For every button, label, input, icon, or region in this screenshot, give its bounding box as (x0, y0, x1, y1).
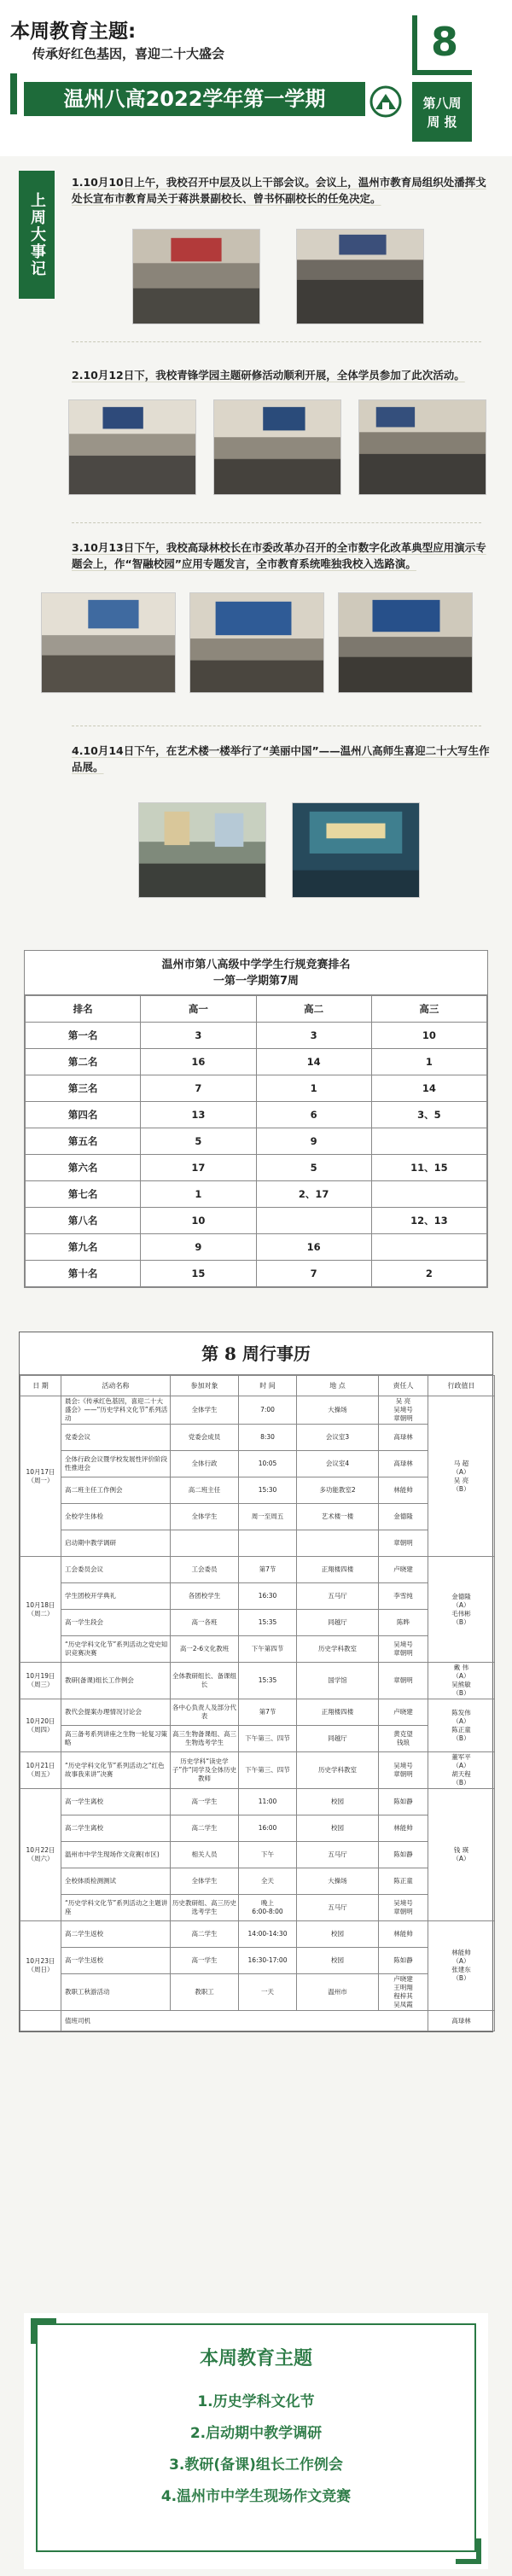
ranking-cell: 第九名 (26, 1234, 141, 1261)
calendar-cell: 全体学生 (171, 1504, 239, 1530)
calendar-cell: 教研(备课)组长工作例会 (61, 1663, 171, 1699)
theme-subtitle: 传承好红色基因，喜迎二十大盛会 (32, 46, 225, 61)
event-photo (338, 592, 473, 693)
event-photo (358, 399, 486, 495)
event-4 (72, 743, 490, 775)
calendar-cell: 学生团校开学典礼 (61, 1583, 171, 1610)
calendar-cell: 高一2-6文化教班 (171, 1636, 239, 1663)
calendar-cell: 高二学生返校 (61, 1921, 171, 1948)
calendar-duty-cell: 马 超 （A） 吴 亮 （B） (428, 1396, 495, 1557)
calendar-cell: 全体学生 (171, 1396, 239, 1425)
calendar-cell: 15:35 (239, 1663, 297, 1699)
calendar-cell: 高二学生离校 (61, 1815, 171, 1842)
calendar-cell: 温州市 (297, 1974, 379, 2011)
calendar-cell: 林能帅 (379, 1815, 428, 1842)
event-1 (72, 174, 490, 207)
calendar-cell: 章朝明 (379, 1663, 428, 1699)
calendar-cell: 吴境号 章朝明 (379, 1752, 428, 1789)
calendar-row (20, 1425, 495, 1451)
footer-title: 本周教育主题 (199, 2348, 312, 2369)
calendar-footer-label: 值班司机 (61, 2011, 428, 2031)
calendar-cell: 会议室3 (297, 1425, 379, 1451)
ranking-cell: 13 (141, 1102, 256, 1128)
event-text: 3.10月13日下午，我校高琭林校长在市委改革办召开的全市数字化改革典型应用演示专题会上，作“智融校园”应用专题发言，全市教育系统唯独我校入选路演。 (72, 541, 486, 570)
footer-theme (24, 2313, 488, 2569)
ranking-cell: 6 (256, 1102, 371, 1128)
calendar-date-cell: 10月19日 （周三） (20, 1663, 61, 1699)
calendar-cell: 五马厅 (297, 1842, 379, 1868)
calendar-cell: 高一学生段会 (61, 1610, 171, 1636)
calendar-header-cell: 参加对象 (171, 1376, 239, 1396)
ranking-header-cell: 高一 (141, 996, 256, 1023)
calendar-cell: 艺术楼一楼 (297, 1504, 379, 1530)
calendar-cell: 全校体质检测测试 (61, 1868, 171, 1895)
calendar-cell: 工会委员会议 (61, 1557, 171, 1583)
calendar-cell: 全天 (239, 1868, 297, 1895)
calendar-cell: 14:00-14:30 (239, 1921, 297, 1948)
ranking-header-row (26, 996, 487, 1023)
ranking-row (26, 1208, 487, 1234)
ranking-row (26, 1155, 487, 1181)
ranking-cell: 7 (141, 1075, 256, 1102)
calendar-row (20, 1726, 495, 1752)
event-photo (132, 229, 260, 324)
calendar-row (20, 1451, 495, 1477)
calendar-cell: 林能帅 (379, 1477, 428, 1504)
calendar-cell: 15:35 (239, 1610, 297, 1636)
ranking-cell: 第四名 (26, 1102, 141, 1128)
calendar-cell: “历史学科文化节”系列活动之主题讲座 (61, 1895, 171, 1921)
calendar-cell: 五马厅 (297, 1583, 379, 1610)
ranking-cell: 12、13 (371, 1208, 486, 1234)
calendar-cell: 陈晔 (379, 1610, 428, 1636)
calendar-cell: 吴境号 章朝明 (379, 1895, 428, 1921)
calendar-cell: 大操场 (297, 1396, 379, 1425)
calendar-cell: 高一学生 (171, 1948, 239, 1974)
calendar-header-cell: 活动名称 (61, 1376, 171, 1396)
calendar-cell: 校园 (297, 1921, 379, 1948)
divider (72, 522, 481, 523)
ranking-cell: 2 (371, 1261, 486, 1287)
ranking-cell (371, 1128, 486, 1155)
ranking-cell: 第八名 (26, 1208, 141, 1234)
event-photo (292, 802, 420, 898)
ranking-row (26, 1261, 487, 1287)
event-3 (72, 539, 490, 572)
calendar-footer-row (20, 2011, 495, 2031)
footer-list (24, 2387, 488, 2513)
footer-item: 3.教研(备课)组长工作例会 (169, 2457, 343, 2474)
calendar-row (20, 1699, 495, 1726)
calendar-cell: 第7节 (239, 1557, 297, 1583)
issue-label (412, 82, 472, 142)
ranking-cell: 5 (141, 1128, 256, 1155)
ranking-row (26, 1023, 487, 1049)
ranking-cell: 16 (141, 1049, 256, 1075)
ranking-cell: 14 (256, 1049, 371, 1075)
ranking-cell: 1 (141, 1181, 256, 1208)
header (0, 0, 512, 156)
theme-title: 本周教育主题: (10, 20, 137, 43)
calendar-cell: 16:30-17:00 (239, 1948, 297, 1974)
ranking-cell: 16 (256, 1234, 371, 1261)
calendar-cell: 周一至周五 (239, 1504, 297, 1530)
ranking-cell: 第五名 (26, 1128, 141, 1155)
calendar-cell: 会议室4 (297, 1451, 379, 1477)
calendar-cell: 工会委员 (171, 1557, 239, 1583)
calendar-cell: 全体学生 (171, 1868, 239, 1895)
calendar-cell: 正翔楼四楼 (297, 1557, 379, 1583)
calendar-row (20, 1752, 495, 1789)
calendar-cell: 吴 亮 吴境号 章朝明 (379, 1396, 428, 1425)
calendar-header-cell: 地 点 (297, 1376, 379, 1396)
calendar-cell: 卢晓建 (379, 1699, 428, 1726)
calendar-row (20, 1477, 495, 1504)
ranking-cell: 3 (256, 1023, 371, 1049)
calendar-cell: 正翔楼四楼 (297, 1699, 379, 1726)
calendar-title: 第 8 周行事历 (20, 1332, 492, 1375)
calendar-header-cell: 责任人 (379, 1376, 428, 1396)
calendar-cell: 卢晓建 (379, 1557, 428, 1583)
calendar-cell: 晨会:《传承红色基因，喜迎二十大盛会》——“历史学科文化节”系列活动 (61, 1396, 171, 1425)
calendar-cell (297, 1530, 379, 1557)
ranking-cell: 第七名 (26, 1181, 141, 1208)
ranking-row (26, 1102, 487, 1128)
calendar-cell: 历史教研组、高三历史选考学生 (171, 1895, 239, 1921)
calendar-cell: 党委会成员 (171, 1425, 239, 1451)
frame-corner (31, 2318, 36, 2344)
ranking-table (24, 950, 488, 1288)
calendar-cell: 校园 (297, 1815, 379, 1842)
calendar-row (20, 1663, 495, 1699)
calendar-cell: 高二学生 (171, 1921, 239, 1948)
calendar-cell: 16:30 (239, 1583, 297, 1610)
calendar-cell: 陈正童 (379, 1868, 428, 1895)
ranking-cell: 11、15 (371, 1155, 486, 1181)
ranking-cell: 1 (256, 1075, 371, 1102)
frame-corner (476, 2538, 481, 2564)
footer-item: 4.温州市中学生现场作文竞赛 (160, 2488, 352, 2505)
event-photo (296, 229, 424, 324)
calendar-row (20, 1974, 495, 2011)
divider (72, 341, 481, 342)
calendar-cell: “历史学科文化节”系列活动之党史知识竞赛决赛 (61, 1636, 171, 1663)
calendar-cell (239, 1530, 297, 1557)
ranking-cell: 第一名 (26, 1023, 141, 1049)
calendar-row (20, 1636, 495, 1663)
ranking-header-cell: 高三 (371, 996, 486, 1023)
footer-item: 2.启动期中教学调研 (189, 2425, 323, 2442)
banner-accent (10, 73, 17, 114)
section-label: 上周大事记 (19, 171, 55, 299)
calendar-cell: 下午 (239, 1842, 297, 1868)
calendar-cell: 温州市中学生现场作文竞赛(市区) (61, 1842, 171, 1868)
calendar-cell: 8:30 (239, 1425, 297, 1451)
calendar-cell: 大操场 (297, 1868, 379, 1895)
ranking-header-cell: 高二 (256, 996, 371, 1023)
calendar-cell: 陈如静 (379, 1842, 428, 1868)
issue-label-report: 周 报 (427, 114, 457, 130)
ranking-cell: 第三名 (26, 1075, 141, 1102)
ranking-cell: 2、17 (256, 1181, 371, 1208)
calendar-date-cell: 10月23日 （周日） (20, 1921, 61, 2011)
calendar-cell: 卢晓建 王明翔 程梓其 吴凤霞 (379, 1974, 428, 2011)
calendar-cell: 章朝明 (379, 1530, 428, 1557)
calendar-cell: 教代会提案办理情况讨论会 (61, 1699, 171, 1726)
ranking-row (26, 1181, 487, 1208)
event-2 (72, 367, 490, 383)
calendar-date-cell: 10月18日 （周二） (20, 1557, 61, 1663)
calendar-cell: 林能帅 (379, 1921, 428, 1948)
calendar-duty-cell: 董军平 （A） 胡天程 （B） (428, 1752, 495, 1789)
calendar-cell: 同越厅 (297, 1610, 379, 1636)
ranking-title-line: 一第一学期第7周 (212, 975, 300, 988)
calendar-duty-cell: 钱 瑛 （A） (428, 1789, 495, 1921)
ranking-title-line: 温州市第八高级中学学生行规竞赛排名 (161, 959, 351, 971)
issue-label-week: 第八周 (422, 96, 462, 111)
calendar-cell: 下午第四节 (239, 1636, 297, 1663)
calendar-cell: 五马厅 (297, 1895, 379, 1921)
calendar-cell: 7:00 (239, 1396, 297, 1425)
calendar-cell: 第7节 (239, 1699, 297, 1726)
event-text: 4.10月14日下午，在艺术楼一楼举行了“美丽中国”——温州八高师生喜迎二十大写生作品展。 (72, 744, 490, 773)
calendar-row (20, 1396, 495, 1425)
ranking-title (25, 951, 487, 995)
calendar-cell: 全体行政 (171, 1451, 239, 1477)
calendar-cell: 晚上 6:00-8:00 (239, 1895, 297, 1921)
calendar-cell: 党委会议 (61, 1425, 171, 1451)
calendar-cell: 相关人员 (171, 1842, 239, 1868)
ranking-cell: 10 (371, 1023, 486, 1049)
calendar-cell (171, 1530, 239, 1557)
calendar-cell: 16:00 (239, 1815, 297, 1842)
banner-title: 温州八高2022学年第一学期 (24, 82, 365, 116)
calendar-cell: 陈如静 (379, 1789, 428, 1815)
calendar-cell: 高二学生 (171, 1815, 239, 1842)
ranking-cell: 14 (371, 1075, 486, 1102)
calendar-cell: 全校学生体检 (61, 1504, 171, 1530)
weekly-calendar (19, 1332, 493, 2032)
event-text: 1.10月10日上午，我校召开中层及以上干部会议。会议上，温州市教育局组织处潘挥戈处长宣布市教育局关于蒋洪景副校长、曾书怀副校长的任免决定。 (72, 176, 486, 205)
calendar-cell: 15:30 (239, 1477, 297, 1504)
ranking-cell: 1 (371, 1049, 486, 1075)
calendar-row (20, 1557, 495, 1583)
ranking-cell: 3 (141, 1023, 256, 1049)
calendar-cell: 高三生物备课组、高三生物选考学生 (171, 1726, 239, 1752)
calendar-cell: 吴境号 章朝明 (379, 1636, 428, 1663)
ranking-cell: 7 (256, 1261, 371, 1287)
calendar-cell: 高琭林 (379, 1425, 428, 1451)
ranking-cell: 第十名 (26, 1261, 141, 1287)
calendar-date-cell: 10月20日 （周四） (20, 1699, 61, 1752)
calendar-row (20, 1504, 495, 1530)
calendar-cell: 历史学科“读史学子”作“同学及全体历史教师 (171, 1752, 239, 1789)
event-photo (213, 399, 341, 495)
issue-number: 8 (412, 15, 472, 75)
event-photo (138, 802, 266, 898)
calendar-cell: 高一学生返校 (61, 1948, 171, 1974)
calendar-cell: 同越厅 (297, 1726, 379, 1752)
calendar-cell: 启动期中教学调研 (61, 1530, 171, 1557)
ranking-cell: 15 (141, 1261, 256, 1287)
ranking-cell: 3、5 (371, 1102, 486, 1128)
calendar-cell: 国学馆 (297, 1663, 379, 1699)
calendar-duty-cell: 金德隆 （A） 毛伟彬 （B） (428, 1557, 495, 1663)
ranking-row (26, 1049, 487, 1075)
ranking-cell: 9 (256, 1128, 371, 1155)
ranking-row (26, 1234, 487, 1261)
calendar-cell: 校园 (297, 1948, 379, 1974)
school-logo-icon (365, 85, 406, 118)
event-photo (189, 592, 324, 693)
calendar-cell: 高一学生离校 (61, 1789, 171, 1815)
calendar-cell: “历史学科文化节”系列活动之“红色故事我来讲”决赛 (61, 1752, 171, 1789)
calendar-cell: 历史学科教室 (297, 1636, 379, 1663)
calendar-cell: 全体教研组长、备课组长 (171, 1663, 239, 1699)
calendar-cell: 10:05 (239, 1451, 297, 1477)
calendar-cell: 高二班主任 (171, 1477, 239, 1504)
calendar-cell: 各中心负责人及部分代表 (171, 1699, 239, 1726)
ranking-header-cell: 排名 (26, 996, 141, 1023)
calendar-date-cell: 10月21日 （周五） (20, 1752, 61, 1789)
ranking-cell (371, 1181, 486, 1208)
ranking-cell: 第六名 (26, 1155, 141, 1181)
calendar-cell: 高一学生 (171, 1789, 239, 1815)
calendar-footer-value: 高琭林 (428, 2011, 495, 2031)
calendar-cell: 金德隆 (379, 1504, 428, 1530)
calendar-cell: 陈如静 (379, 1948, 428, 1974)
calendar-cell: 高三备考系列讲座之生物一轮复习策略 (61, 1726, 171, 1752)
footer-item: 1.历史学科文化节 (197, 2393, 315, 2410)
ranking-row (26, 1128, 487, 1155)
calendar-duty-cell: 戴 伟 （A） 吴熊敏 （B） (428, 1663, 495, 1699)
ranking-cell: 5 (256, 1155, 371, 1181)
calendar-duty-cell: 林能帅 （A） 张建东 （B） (428, 1921, 495, 2011)
calendar-cell: 各团校学生 (171, 1583, 239, 1610)
ranking-cell (371, 1234, 486, 1261)
calendar-cell: 高二班主任工作例会 (61, 1477, 171, 1504)
calendar-row (20, 1868, 495, 1895)
calendar-cell: 高琭林 (379, 1451, 428, 1477)
ranking-cell: 10 (141, 1208, 256, 1234)
calendar-cell: 多功能教室2 (297, 1477, 379, 1504)
calendar-row (20, 1610, 495, 1636)
ranking-cell: 17 (141, 1155, 256, 1181)
calendar-cell: 11:00 (239, 1789, 297, 1815)
calendar-cell: 下午第三、四节 (239, 1752, 297, 1789)
calendar-row (20, 1583, 495, 1610)
calendar-cell: 下午第三、四节 (239, 1726, 297, 1752)
calendar-cell: 校园 (297, 1789, 379, 1815)
event-photo (68, 399, 196, 495)
calendar-header-cell: 日 期 (20, 1376, 61, 1396)
calendar-cell: 李雪纯 (379, 1583, 428, 1610)
ranking-cell: 9 (141, 1234, 256, 1261)
calendar-row (20, 1948, 495, 1974)
ranking-cell: 第二名 (26, 1049, 141, 1075)
calendar-row (20, 1815, 495, 1842)
calendar-date-cell: 10月22日 （周六） (20, 1789, 61, 1921)
calendar-cell: 教职工 (171, 1974, 239, 2011)
ranking-row (26, 1075, 487, 1102)
calendar-cell: 教职工秋游活动 (61, 1974, 171, 2011)
ranking-cell (256, 1208, 371, 1234)
calendar-duty-cell: 陈发伟 （A） 陈正童 （B） (428, 1699, 495, 1752)
event-photo (41, 592, 176, 693)
calendar-cell: 全体行政会议暨学校发展性评价阶段性推进会 (61, 1451, 171, 1477)
calendar-cell: 黄克望 钱琅 (379, 1726, 428, 1752)
calendar-row (20, 1842, 495, 1868)
calendar-cell: 高一各班 (171, 1610, 239, 1636)
calendar-date-cell: 10月17日 （周一） (20, 1396, 61, 1557)
calendar-header-row (20, 1376, 495, 1396)
event-text: 2.10月12日下，我校青锋学园主题研修活动顺利开展，全体学员参加了此次活动。 (72, 369, 465, 382)
calendar-header-cell: 时 间 (239, 1376, 297, 1396)
calendar-row (20, 1789, 495, 1815)
calendar-row (20, 1921, 495, 1948)
calendar-row (20, 1895, 495, 1921)
calendar-cell: 一天 (239, 1974, 297, 2011)
calendar-cell: 历史学科教室 (297, 1752, 379, 1789)
calendar-row (20, 1530, 495, 1557)
calendar-header-cell: 行政值日 (428, 1376, 495, 1396)
